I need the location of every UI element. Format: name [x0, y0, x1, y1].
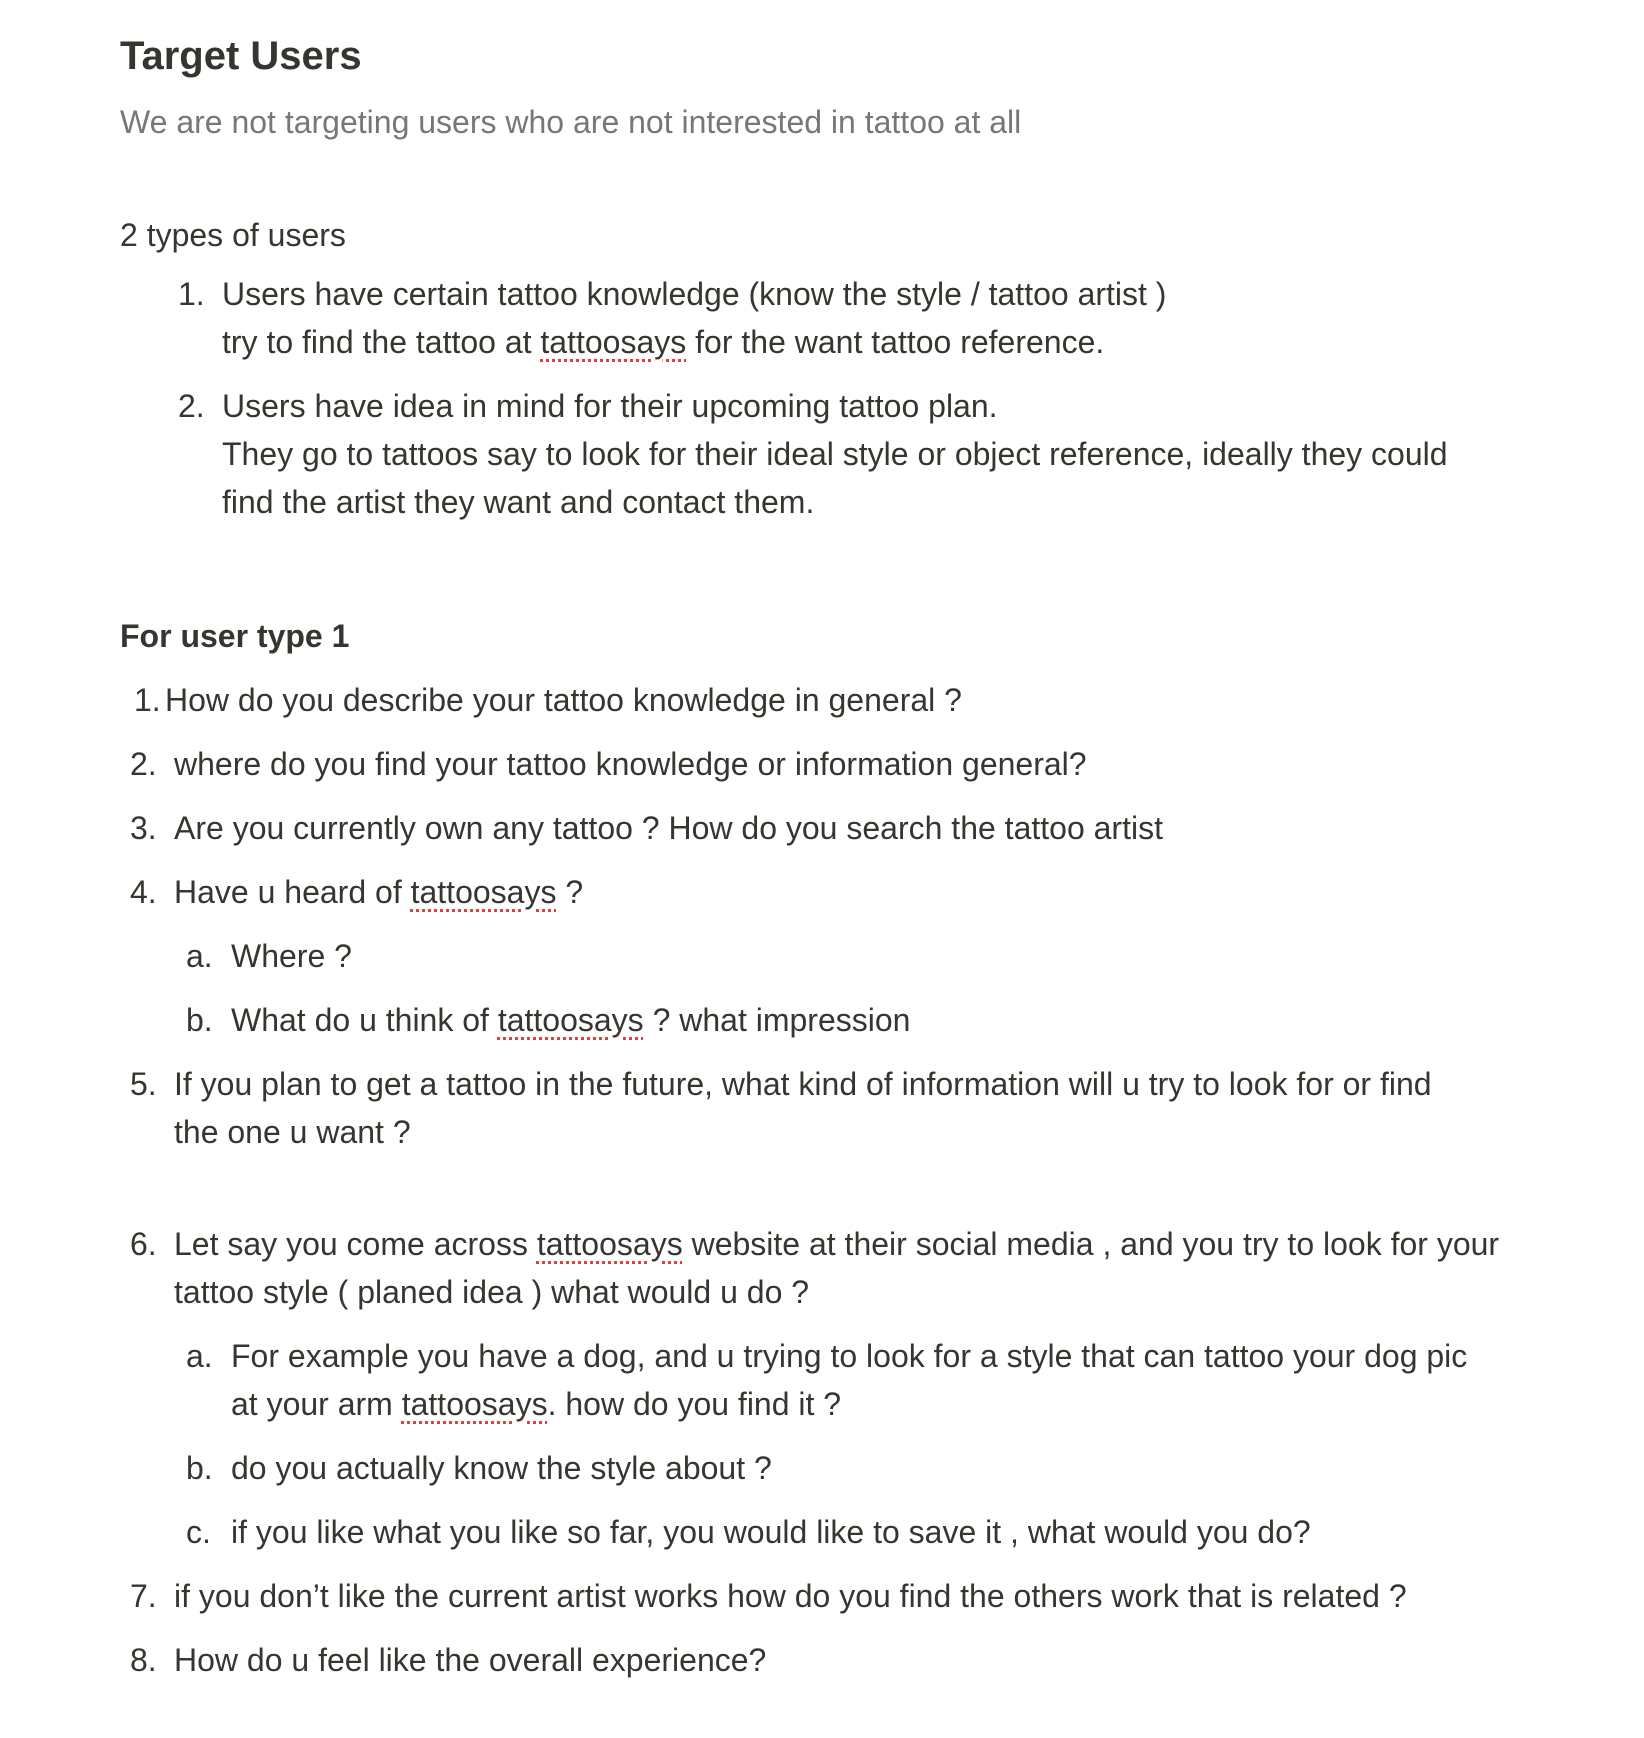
- brand-name: tattoosays: [497, 1002, 644, 1038]
- question-5-line-2: the one u want ?: [174, 1114, 411, 1150]
- list-marker: c.: [186, 1514, 211, 1550]
- user-type-2-line-3: find the artist they want and contact them.: [222, 484, 815, 520]
- text-span: at your arm: [231, 1386, 402, 1422]
- list-marker: 4.: [130, 874, 157, 910]
- question-6c: if you like what you like so far, you would like to save it , what would you do?: [231, 1514, 1311, 1550]
- list-marker: 5.: [130, 1066, 157, 1102]
- user-type-2-line-2: They go to tattoos say to look for their ideal style or object reference, ideally they could: [222, 436, 1448, 472]
- question-6-line-1: [174, 1220, 1499, 1268]
- section-heading: For user type 1: [120, 618, 350, 654]
- question-6-line-2: tattoo style ( planed idea ) what would u do ?: [174, 1274, 810, 1310]
- question-3: Are you currently own any tattoo ? How do you search the tattoo artist: [174, 810, 1163, 846]
- text-span: website at their social media , and you try to look for your: [682, 1226, 1500, 1262]
- list-marker: 1.: [178, 276, 205, 312]
- question-7: if you don’t like the current artist works how do you find the others work that is related ?: [174, 1578, 1407, 1614]
- list-marker: a.: [186, 1338, 213, 1374]
- text-span: Have u heard of: [174, 874, 411, 910]
- question-6a-line-1: For example you have a dog, and u trying to look for a style that can tattoo your dog pic: [231, 1338, 1468, 1374]
- user-type-1-line-2: [222, 318, 1104, 366]
- list-marker: 6.: [130, 1226, 157, 1262]
- page-title: Target Users: [120, 34, 362, 78]
- text-span: ?: [556, 874, 584, 910]
- user-type-1-line-1: Users have certain tattoo knowledge (know the style / tattoo artist ): [222, 276, 1167, 312]
- question-1: How do you describe your tattoo knowledge in general ?: [165, 682, 962, 718]
- brand-name: tattoosays: [410, 874, 557, 910]
- question-4a: Where ?: [231, 938, 352, 974]
- list-marker: 1.: [134, 682, 161, 718]
- user-type-2-line-1: Users have idea in mind for their upcoming tattoo plan.: [222, 388, 998, 424]
- question-8: How do u feel like the overall experience?: [174, 1642, 767, 1678]
- text-span: . how do you find it ?: [547, 1386, 842, 1422]
- list-marker: b.: [186, 1450, 213, 1486]
- list-marker: 8.: [130, 1642, 157, 1678]
- brand-name: tattoosays: [401, 1386, 548, 1422]
- list-marker: a.: [186, 938, 213, 974]
- brand-name: tattoosays: [536, 1226, 683, 1262]
- intro-text: 2 types of users: [120, 217, 346, 253]
- question-4b: [231, 996, 910, 1044]
- brand-name: tattoosays: [540, 324, 687, 360]
- list-marker: 2.: [178, 388, 205, 424]
- list-marker: 2.: [130, 746, 157, 782]
- text-span: try to find the tattoo at: [222, 324, 541, 360]
- question-5-line-1: If you plan to get a tattoo in the future, what kind of information will u try to look for or find: [174, 1066, 1432, 1102]
- list-marker: b.: [186, 1002, 213, 1038]
- list-marker: 7.: [130, 1578, 157, 1614]
- text-span: What do u think of: [231, 1002, 498, 1038]
- text-span: for the want tattoo reference.: [686, 324, 1105, 360]
- question-2: where do you find your tattoo knowledge or information general?: [174, 746, 1087, 782]
- page-subtitle: We are not targeting users who are not interested in tattoo at all: [120, 104, 1022, 140]
- question-6a-line-2: [231, 1380, 841, 1428]
- text-span: Let say you come across: [174, 1226, 537, 1262]
- question-6b: do you actually know the style about ?: [231, 1450, 772, 1486]
- text-span: ? what impression: [643, 1002, 911, 1038]
- list-marker: 3.: [130, 810, 157, 846]
- question-4: [174, 868, 583, 916]
